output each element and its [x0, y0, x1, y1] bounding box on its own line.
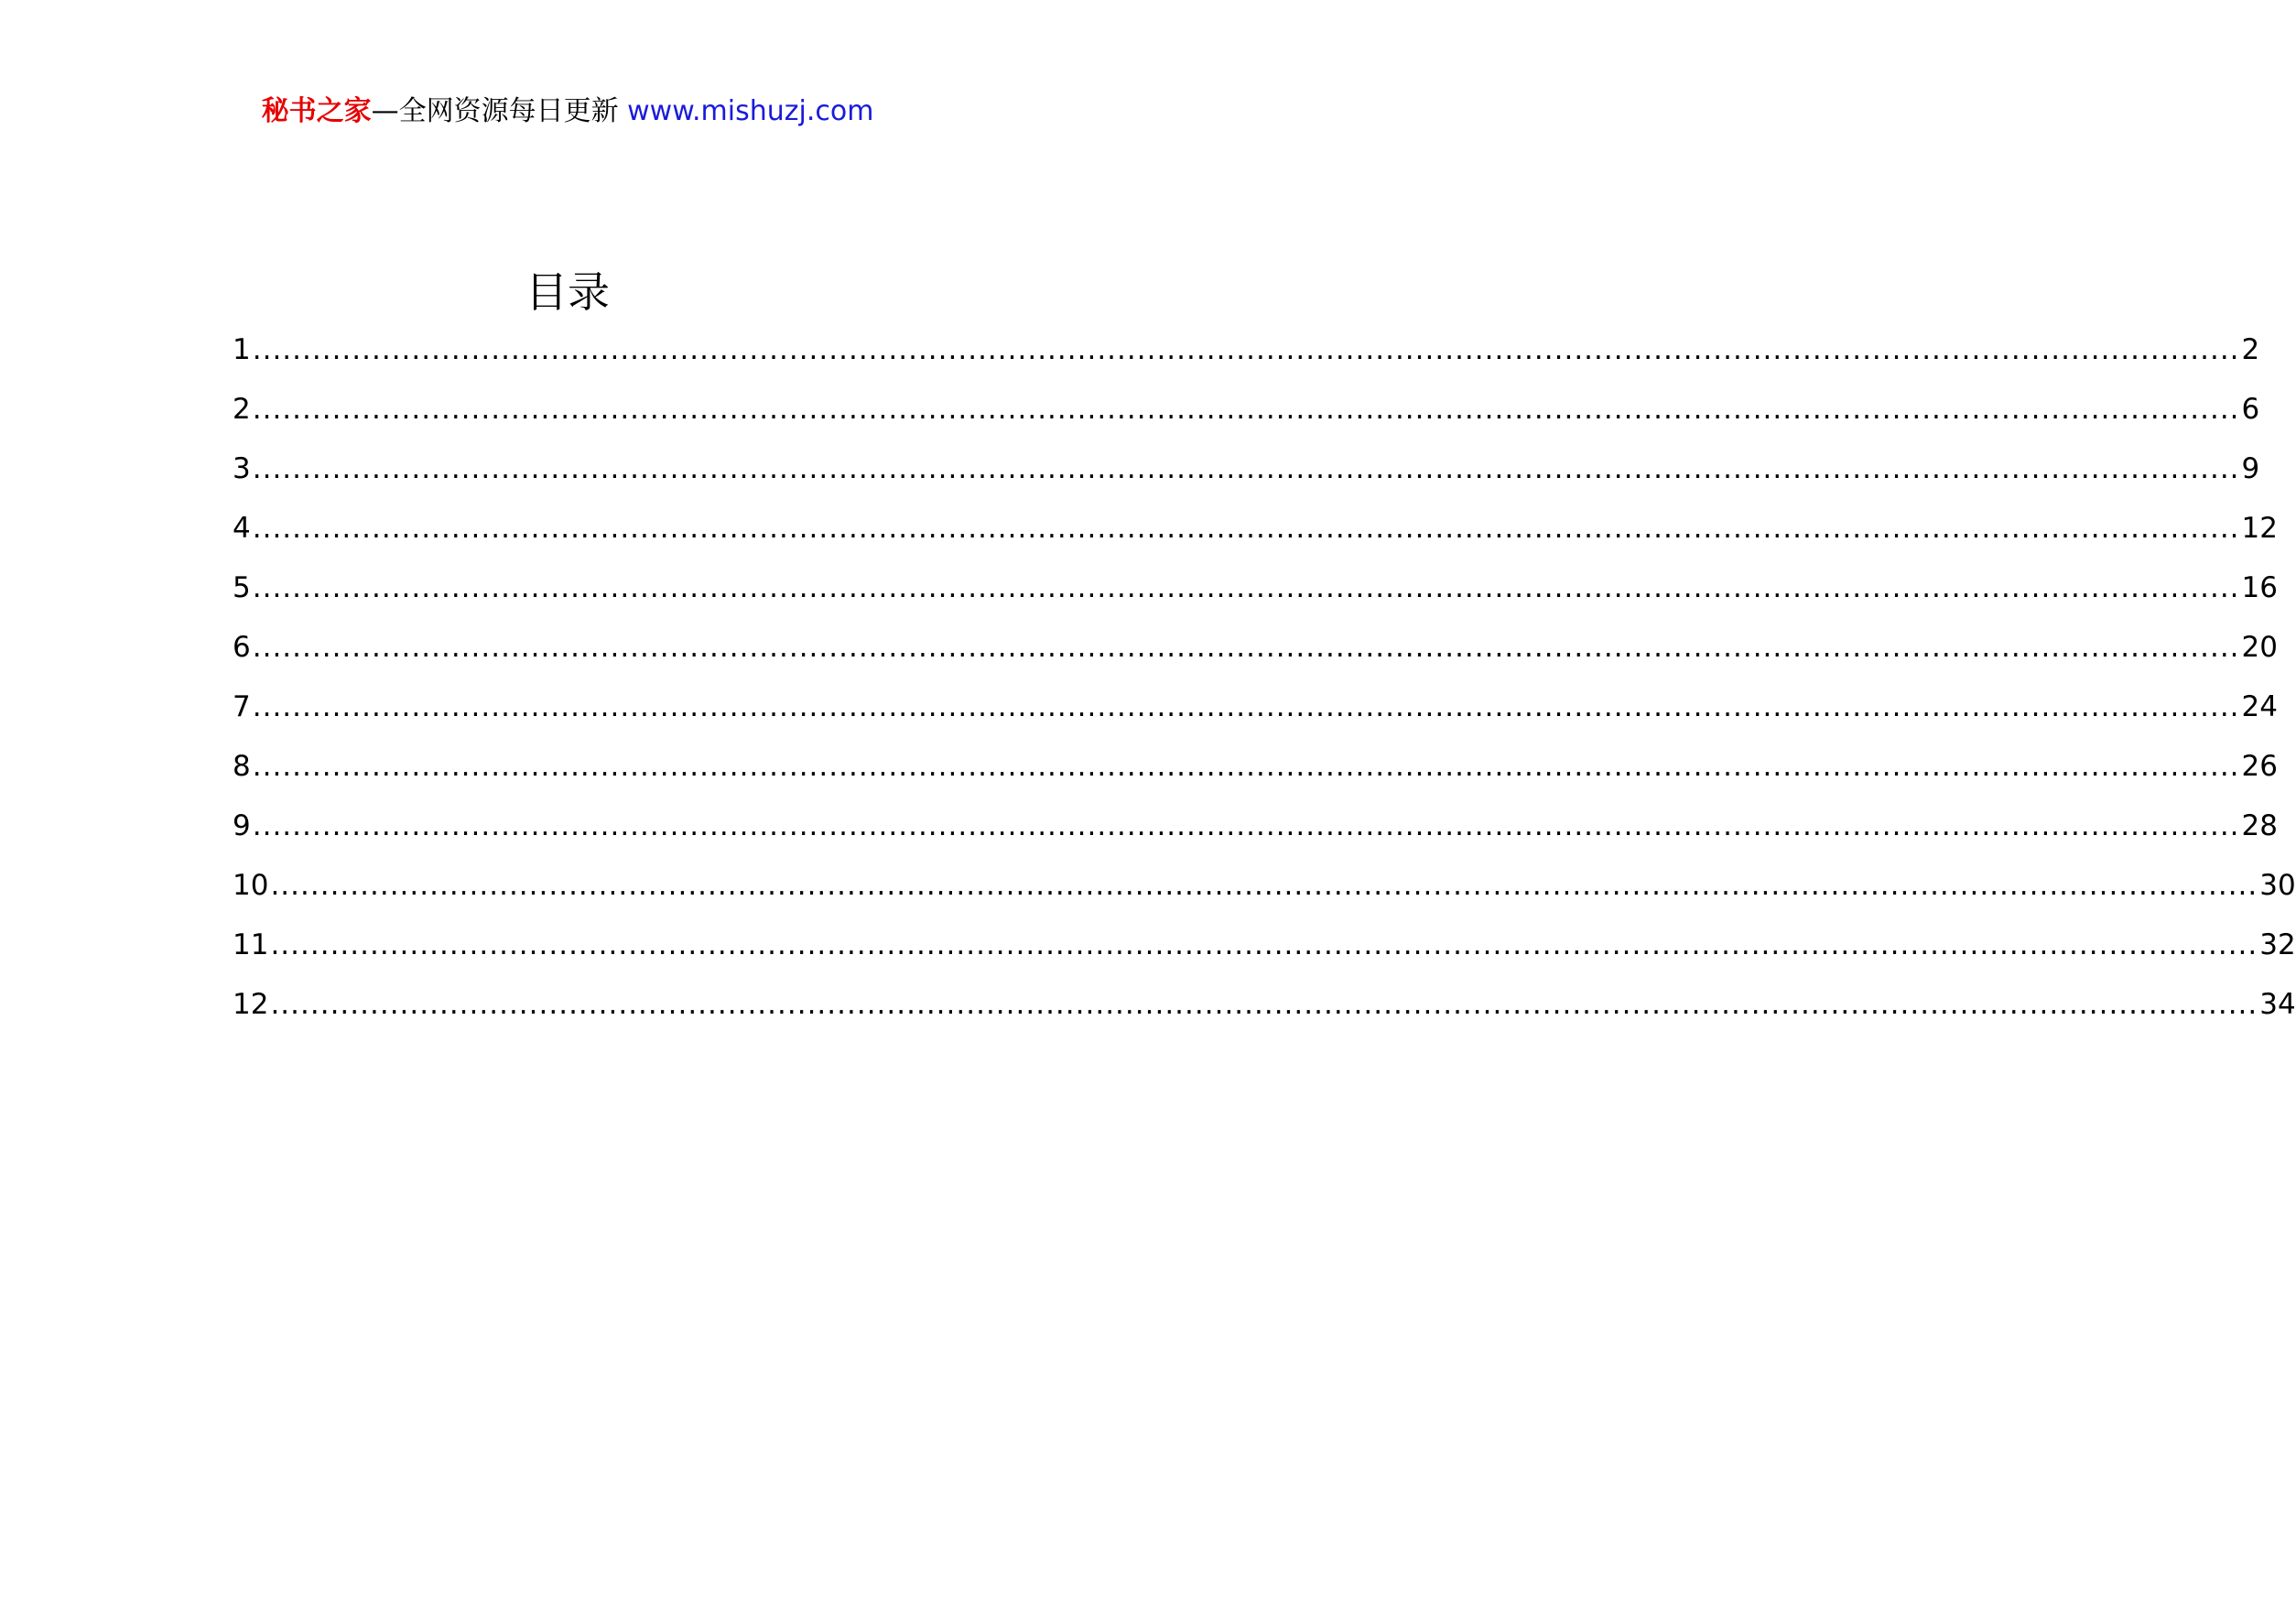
- toc-entry-page: 26: [2241, 750, 2278, 783]
- toc-entry-page: 2: [2241, 333, 2260, 366]
- toc-entry-page: 30: [2259, 869, 2296, 902]
- toc-entry-page: 16: [2241, 571, 2278, 604]
- toc-dot-leader: ........................................................................................................................................................................................................: [252, 690, 2240, 723]
- toc-entry-label: 11: [233, 928, 269, 961]
- toc-entry-4[interactable]: [233, 506, 2278, 566]
- toc-dot-leader: ........................................................................................................................................................................................................: [252, 809, 2240, 842]
- toc-entry-12[interactable]: [233, 982, 2296, 1042]
- toc-entry-label: 7: [233, 690, 251, 723]
- toc-entry-5[interactable]: [233, 566, 2278, 625]
- toc-entry-label: 5: [233, 571, 251, 604]
- toc-dot-leader: ........................................................................................................................................................................................................: [252, 452, 2240, 485]
- toc-list: [233, 328, 2296, 1042]
- toc-entry-page: 12: [2241, 512, 2278, 545]
- toc-dot-leader: ........................................................................................................................................................................................................: [270, 988, 2258, 1021]
- toc-entry-page: 20: [2241, 631, 2278, 664]
- toc-entry-label: 3: [233, 452, 251, 485]
- toc-dot-leader: ........................................................................................................................................................................................................: [270, 928, 2258, 961]
- toc-dot-leader: ........................................................................................................................................................................................................: [252, 393, 2240, 426]
- toc-dot-leader: ........................................................................................................................................................................................................: [270, 869, 2258, 902]
- toc-entry-label: 9: [233, 809, 251, 842]
- page-header: [0, 90, 1135, 134]
- toc-entry-7[interactable]: [233, 685, 2278, 744]
- toc-dot-leader: ........................................................................................................................................................................................................: [252, 333, 2240, 366]
- toc-entry-11[interactable]: [233, 923, 2296, 982]
- brand-name: 秘书之家: [261, 95, 372, 127]
- toc-entry-page: 24: [2241, 690, 2278, 723]
- toc-entry-label: 8: [233, 750, 251, 783]
- toc-dot-leader: ........................................................................................................................................................................................................: [252, 512, 2240, 545]
- toc-entry-label: 12: [233, 988, 269, 1021]
- toc-entry-page: 9: [2241, 452, 2260, 485]
- toc-entry-label: 10: [233, 869, 269, 902]
- toc-entry-10[interactable]: [233, 863, 2296, 923]
- toc-entry-3[interactable]: [233, 447, 2260, 506]
- toc-title: 目录: [525, 267, 610, 317]
- toc-entry-page: 32: [2259, 928, 2296, 961]
- toc-entry-page: 34: [2259, 988, 2296, 1021]
- toc-entry-label: 2: [233, 393, 251, 426]
- toc-entry-2[interactable]: [233, 387, 2260, 447]
- header-slogan: —全网资源每日更新: [371, 95, 628, 127]
- site-url-link[interactable]: www.mishuzj.com: [627, 95, 874, 127]
- toc-entry-label: 4: [233, 512, 251, 545]
- toc-entry-9[interactable]: [233, 804, 2278, 863]
- toc-entry-label: 6: [233, 631, 251, 664]
- toc-entry-page: 6: [2241, 393, 2260, 426]
- toc-dot-leader: ........................................................................................................................................................................................................: [252, 631, 2240, 664]
- toc-entry-label: 1: [233, 333, 251, 366]
- toc-entry-1[interactable]: [233, 328, 2260, 387]
- toc-entry-6[interactable]: [233, 625, 2278, 685]
- toc-dot-leader: ........................................................................................................................................................................................................: [252, 571, 2240, 604]
- toc-entry-page: 28: [2241, 809, 2278, 842]
- toc-dot-leader: ........................................................................................................................................................................................................: [252, 750, 2240, 783]
- toc-entry-8[interactable]: [233, 744, 2278, 804]
